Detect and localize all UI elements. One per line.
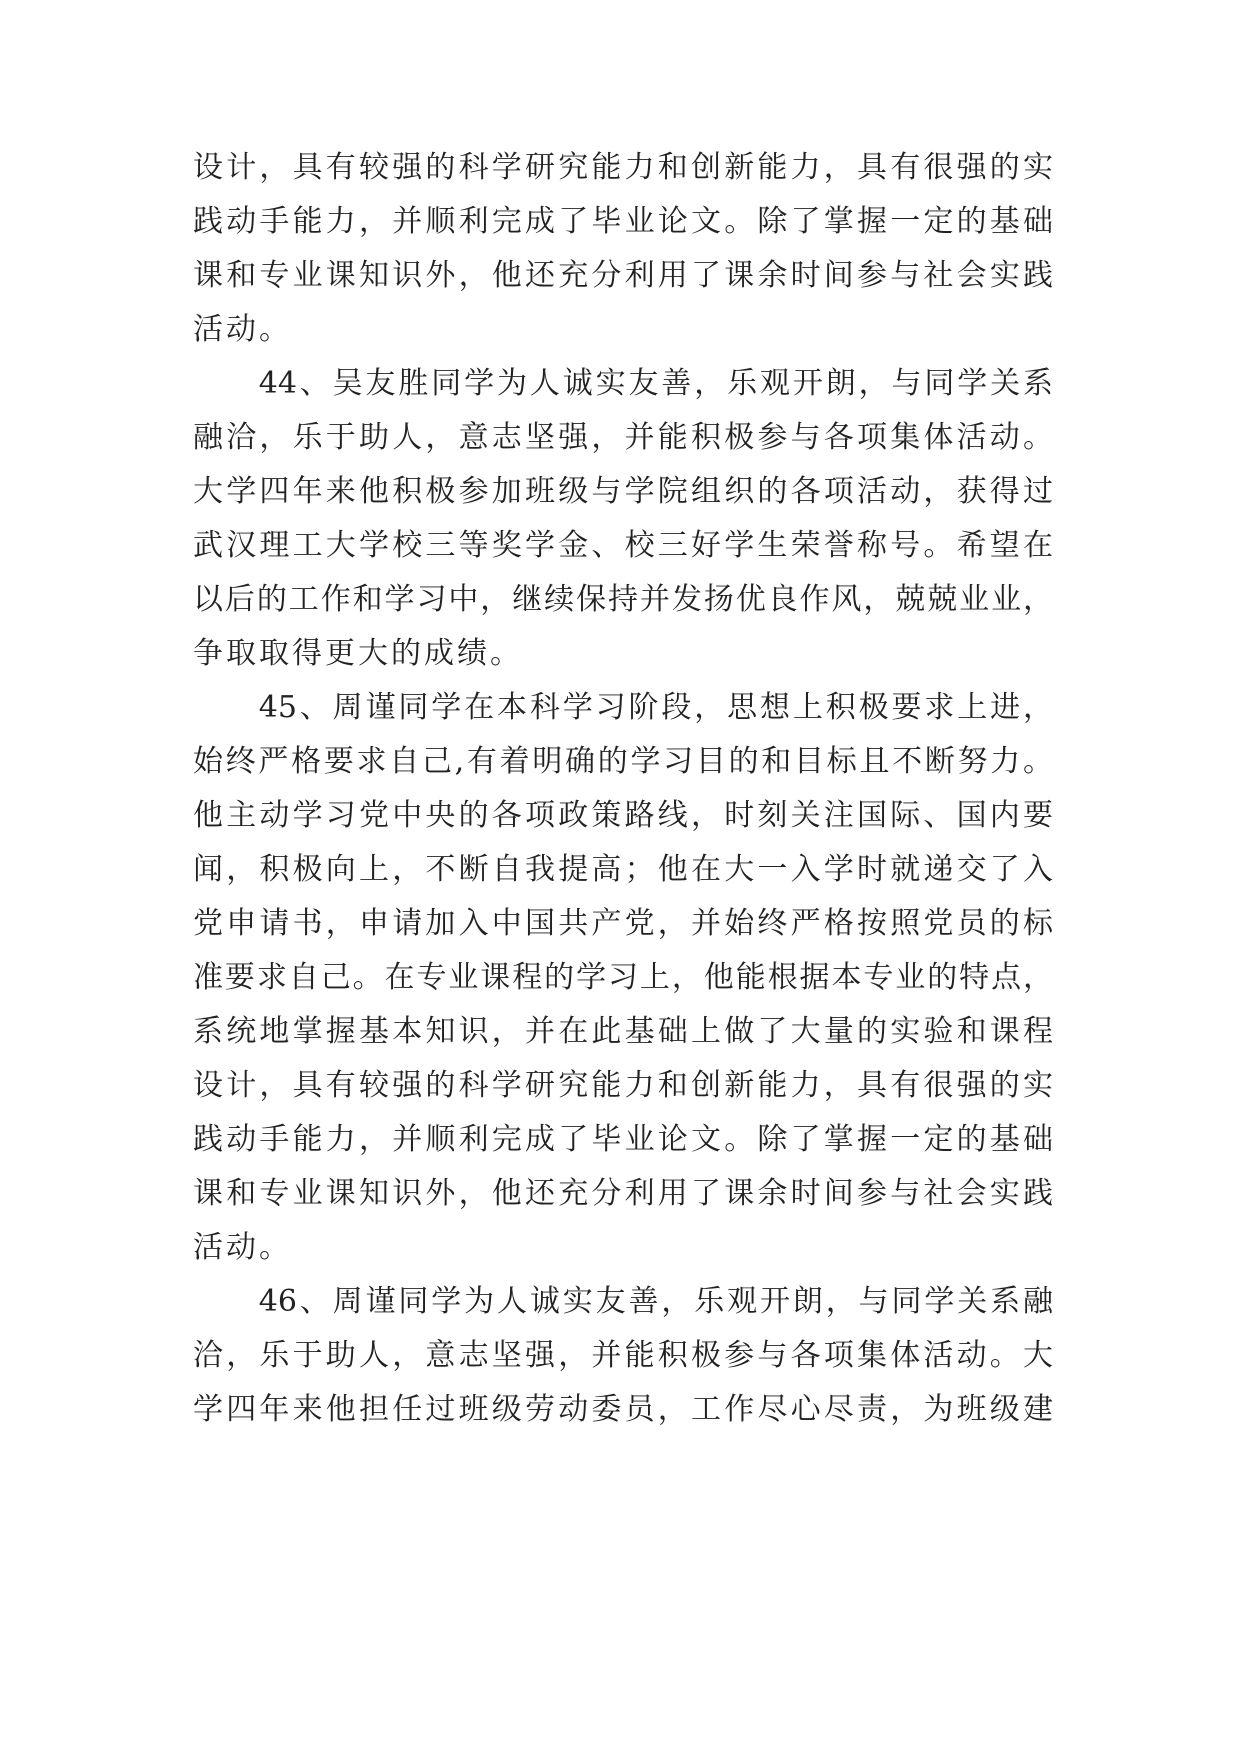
text-line: 活动。 bbox=[193, 1230, 292, 1265]
text-line: 始终严格要求自己,有着明确的学习目的和目标且不断努力。 bbox=[193, 744, 1053, 779]
text-line: 融洽，乐于助人，意志坚强，并能积极参与各项集体活动。 bbox=[193, 420, 1053, 455]
text-line: 46、周谨同学为人诚实友善，乐观开朗，与同学关系融 bbox=[193, 1284, 1053, 1319]
text-line: 洽，乐于助人，意志坚强，并能积极参与各项集体活动。大 bbox=[193, 1338, 1053, 1373]
text-line: 设计，具有较强的科学研究能力和创新能力，具有很强的实 bbox=[193, 1068, 1053, 1103]
text-line: 45、周谨同学在本科学习阶段，思想上积极要求上进， bbox=[193, 690, 1053, 725]
text-line: 设计，具有较强的科学研究能力和创新能力，具有很强的实 bbox=[193, 150, 1053, 185]
text-line: 学四年来他担任过班级劳动委员，工作尽心尽责，为班级建 bbox=[193, 1392, 1053, 1427]
text-line: 党申请书，申请加入中国共产党，并始终严格按照党员的标 bbox=[193, 906, 1053, 941]
text-line: 武汉理工大学校三等奖学金、校三好学生荣誉称号。希望在 bbox=[193, 528, 1053, 563]
text-line: 他主动学习党中央的各项政策路线，时刻关注国际、国内要 bbox=[193, 798, 1053, 833]
text-line: 践动手能力，并顺利完成了毕业论文。除了掌握一定的基础 bbox=[193, 204, 1053, 239]
text-line: 以后的工作和学习中，继续保持并发扬优良作风，兢兢业业， bbox=[193, 582, 1053, 617]
text-line: 准要求自己。在专业课程的学习上，他能根据本专业的特点， bbox=[193, 960, 1053, 995]
text-line: 争取取得更大的成绩。 bbox=[193, 636, 523, 671]
text-line: 活动。 bbox=[193, 312, 292, 347]
text-line: 大学四年来他积极参加班级与学院组织的各项活动，获得过 bbox=[193, 474, 1053, 509]
text-line: 闻，积极向上，不断自我提高；他在大一入学时就递交了入 bbox=[193, 852, 1053, 887]
text-line: 系统地掌握基本知识，并在此基础上做了大量的实验和课程 bbox=[193, 1014, 1053, 1049]
text-line: 践动手能力，并顺利完成了毕业论文。除了掌握一定的基础 bbox=[193, 1122, 1053, 1157]
text-line: 44、吴友胜同学为人诚实友善，乐观开朗，与同学关系 bbox=[193, 366, 1053, 401]
text-line: 课和专业课知识外，他还充分利用了课余时间参与社会实践 bbox=[193, 258, 1053, 293]
text-line: 课和专业课知识外，他还充分利用了课余时间参与社会实践 bbox=[193, 1176, 1053, 1211]
